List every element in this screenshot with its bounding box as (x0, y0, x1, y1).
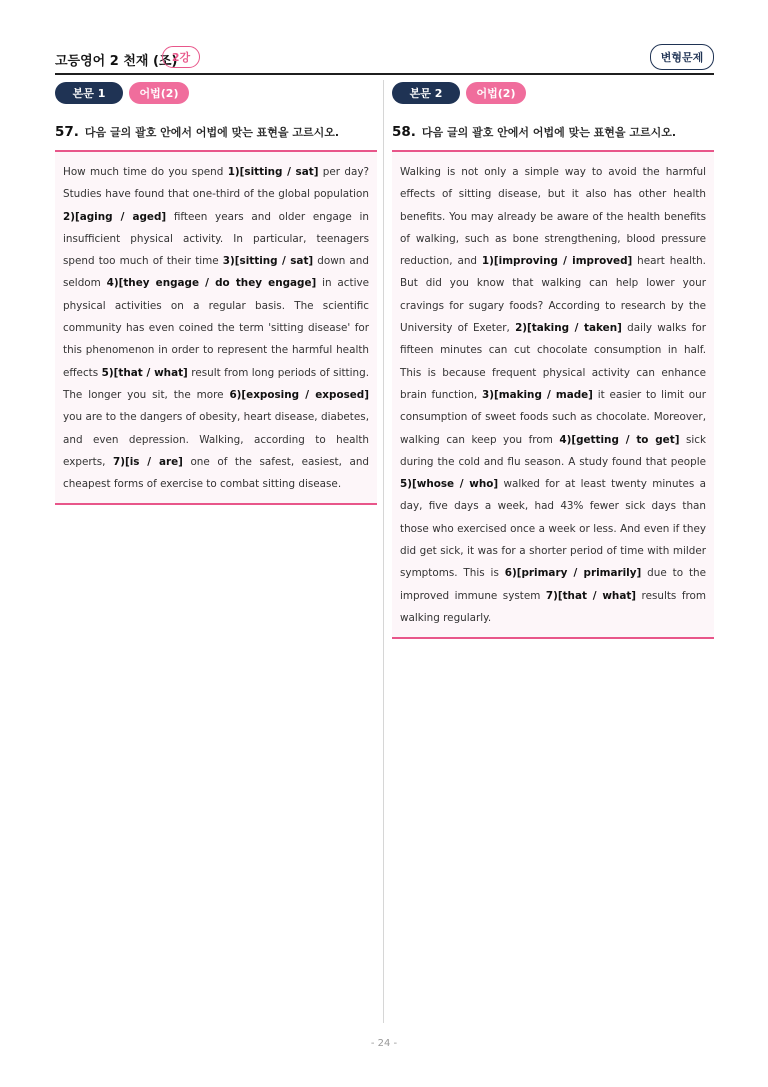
answer-choice: 3)[sitting / sat] (222, 255, 314, 268)
lesson-badge: 2강 (162, 46, 200, 68)
question-number: 58. (392, 124, 416, 140)
passage-segment: it easier to limit our consumption of sweet foods such as chocolate. Moreover, walking can keep you from (400, 388, 707, 446)
header-rule (55, 73, 714, 75)
passage-text (400, 161, 706, 629)
passage-segment: sick during the cold and flu season. A study found that people (400, 433, 706, 468)
answer-choice: 1)[improving / improved] (481, 255, 633, 268)
passage-segment: due to the improved immune system (400, 567, 706, 602)
passage-segment: fifteen years and older engage in insufficient physical activity. In particular, teenagers spend too much of their time (63, 210, 369, 268)
answer-choice: 2)[taking / taken] (515, 322, 622, 335)
passage-segment: you are to the dangers of obesity, heart disease, diabetes, and even depression. Walking, according to health experts, (63, 411, 369, 468)
answer-choice: 2)[aging / aged] (63, 210, 167, 223)
passage-box (392, 150, 714, 639)
passage-segment: result from long periods of sitting. The longer you sit, the more (63, 366, 369, 401)
passage-tag: 본문 2 (392, 82, 460, 104)
passage-segment: one of the safest, easiest, and cheapest forms of exercise to combat sitting disease. (63, 455, 370, 491)
right-column (392, 82, 714, 639)
question-heading (55, 124, 377, 142)
question-type-badge: 변형문제 (650, 44, 714, 70)
passage-segment: down and seldom (63, 255, 369, 290)
answer-choice: 5)[that / what] (101, 366, 188, 379)
passage-text (63, 161, 369, 495)
answer-choice: 7)[that / what] (545, 589, 637, 602)
passage-segment: in active physical activities on a regular basis. The scientific community has even coined the term 'sitting disease' for this phenomenon in order to represent the harmful health effects (63, 277, 370, 379)
answer-choice: 7)[is / are] (112, 455, 183, 468)
passage-segment: per day? Studies have found that one-third of the global population (63, 166, 369, 201)
category-tag: 어법(2) (466, 82, 526, 104)
passage-segment: heart health. But did you know that walking can help lower your cravings for sugary foods? According to research by the University of Exeter, (400, 255, 706, 335)
right-tags (392, 82, 714, 104)
answer-choice: 6)[exposing / exposed] (229, 388, 369, 401)
left-tags (55, 82, 377, 104)
page-number: - 24 - (370, 1038, 398, 1049)
question-number: 57. (55, 124, 79, 140)
passage-tag: 본문 1 (55, 82, 123, 104)
answer-choice: 3)[making / made] (482, 388, 593, 401)
passage-segment: Walking is not only a simple way to avoid the harmful effects of sitting disease, but it also has other health benefits. You may already be aware of the health benefits of walking, such as bone strengthening, blood pressure reduction, and (400, 166, 706, 268)
answer-choice: 4)[getting / to get] (559, 433, 680, 446)
book-title: 고등영어 2 천재 (조) (55, 54, 178, 69)
answer-choice: 4)[they engage / do they engage] (106, 277, 317, 290)
passage-box (55, 150, 377, 505)
passage-segment: walked for at least twenty minutes a day, five days a week, had 43% fewer sick days than those who exercised once a week or less. And even if they did get sick, it was for a shorter period of time with milder symptoms. This is (400, 478, 706, 580)
answer-choice: 6)[primary / primarily] (504, 567, 642, 580)
question-instruction: 다음 글의 괄호 안에서 어법에 맞는 표현을 고르시오. (421, 126, 677, 139)
passage-segment: results from walking regularly. (400, 589, 706, 624)
column-divider (383, 80, 384, 1023)
passage-segment: daily walks for fifteen minutes can cut chocolate consumption in half. This is because frequent physical activity can enhance brain function, (400, 322, 706, 401)
left-column (55, 82, 377, 505)
category-tag: 어법(2) (129, 82, 189, 104)
question-heading (392, 124, 714, 142)
page-header (55, 46, 714, 74)
answer-choice: 5)[whose / who] (400, 478, 499, 491)
answer-choice: 1)[sitting / sat] (227, 166, 319, 178)
question-instruction: 다음 글의 괄호 안에서 어법에 맞는 표현을 고르시오. (84, 126, 340, 139)
passage-segment: How much time do you spend (63, 166, 228, 178)
